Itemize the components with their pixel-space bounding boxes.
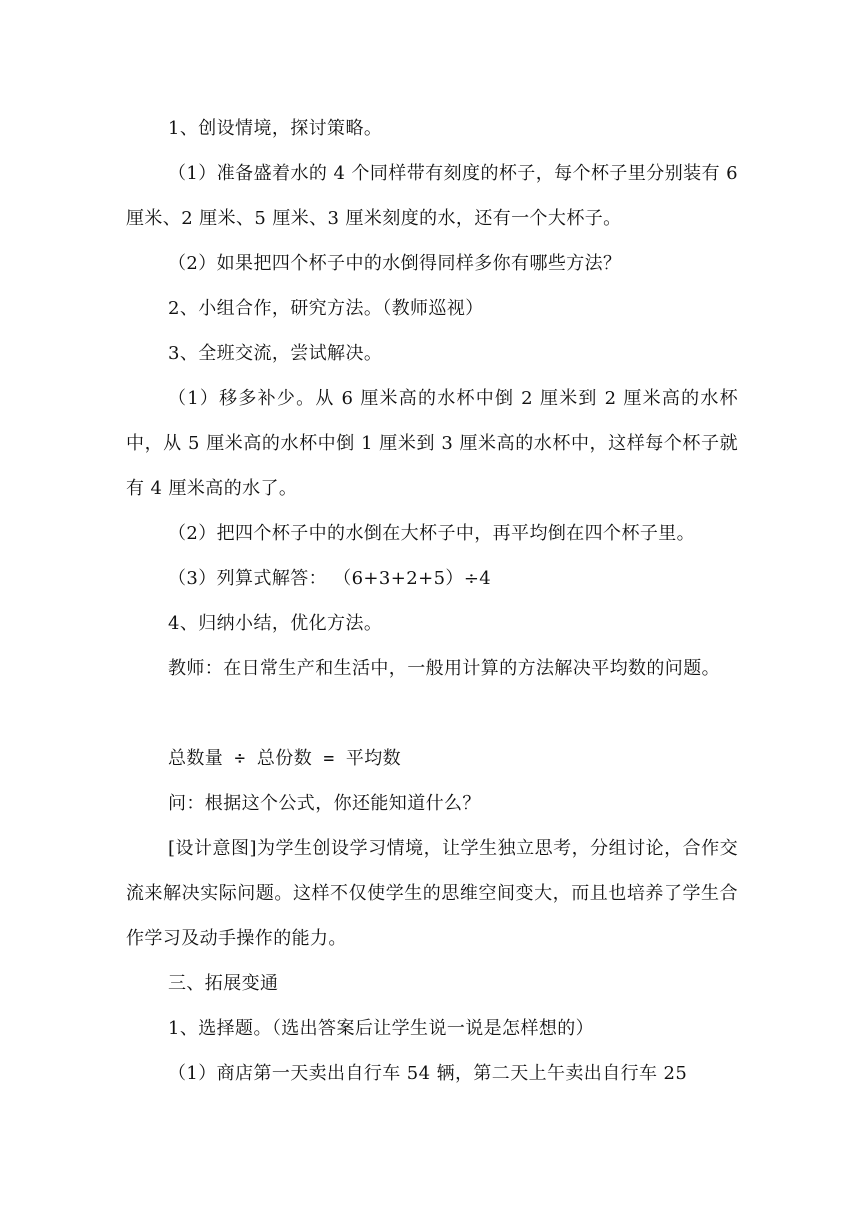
heading-class-exchange: 3、全班交流，尝试解决。 (168, 343, 383, 364)
paragraph-question-methods: （2）如果把四个杯子中的水倒得同样多你有哪些方法？ (168, 253, 622, 274)
paragraph-pour-big-cup: （2）把四个杯子中的水倒在大杯子中，再平均倒在四个杯子里。 (168, 523, 696, 544)
paragraph-formula-solution: （3）列算式解答： （6+3+2+5）÷4 (168, 568, 492, 589)
heading-create-situation: 1、创设情境，探讨策略。 (168, 118, 383, 139)
heading-group-cooperation: 2、小组合作，研究方法。（教师巡视） (168, 298, 484, 319)
paragraph-move-more-fill-less: （1）移多补少。从 6 厘米高的水杯中倒 2 厘米到 2 厘米高的水杯中，从 5 厘米高的水杯中倒 1 厘米到 3 厘米高的水杯中，这样每个杯子就有 4 厘米高的水了。 (126, 388, 738, 499)
paragraph-teacher-note: 教师：在日常生产和生活中，一般用计算的方法解决平均数的问题。 (168, 658, 720, 679)
heading-multiple-choice: 1、选择题。（选出答案后让学生说一说是怎样想的） (168, 1018, 595, 1039)
heading-expansion: 三、拓展变通 (168, 973, 279, 994)
heading-summary: 4、归纳小结，优化方法。 (168, 613, 383, 634)
paragraph-design-intent: [设计意图]为学生创设学习情境，让学生独立思考，分组讨论，合作交流来解决实际问题。这样不仅使学生的思维空间变大，而且也培养了学生合作学习及动手操作的能力。 (126, 838, 738, 949)
paragraph-prepare-cups: （1）准备盛着水的 4 个同样带有刻度的杯子，每个杯子里分别装有 6 厘米、2 厘米、5 厘米、3 厘米刻度的水，还有一个大杯子。 (126, 163, 738, 229)
paragraph-bicycle-problem: （1）商店第一天卖出自行车 54 辆，第二天上午卖出自行车 25 (168, 1063, 688, 1084)
paragraph-question-formula: 问：根据这个公式，你还能知道什么？ (168, 793, 481, 814)
formula-average: 总数量 ÷ 总份数 = 平均数 (168, 748, 402, 769)
